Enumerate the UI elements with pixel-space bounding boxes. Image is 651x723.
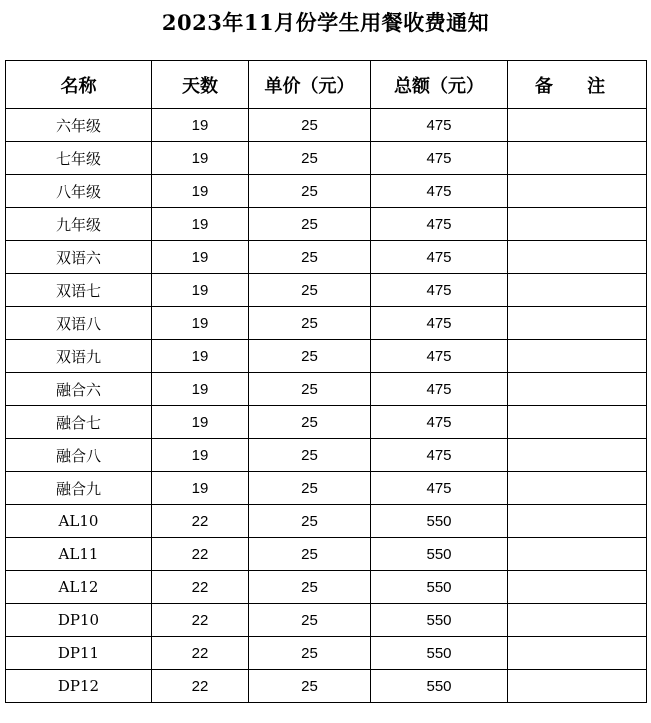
cell-name: 双语九 [6,340,152,373]
table-row [6,340,647,373]
cell-total: 475 [371,439,508,472]
cell-unit-price: 25 [249,406,371,439]
cell-total: 475 [371,340,508,373]
cell-days: 19 [152,406,249,439]
cell-remarks [508,274,647,307]
cell-days: 22 [152,604,249,637]
cell-name: 七年级 [6,142,152,175]
cell-total: 475 [371,274,508,307]
cell-unit-price: 25 [249,439,371,472]
document-title: 2023年11月份学生用餐收费通知 [161,10,490,35]
cell-remarks [508,208,647,241]
table-row [6,307,647,340]
cell-name: DP12 [6,670,152,703]
cell-days: 19 [152,307,249,340]
cell-name: AL12 [6,571,152,604]
cell-total: 550 [371,637,508,670]
cell-total: 475 [371,373,508,406]
cell-unit-price: 25 [249,340,371,373]
cell-name: 融合八 [6,439,152,472]
cell-total: 475 [371,208,508,241]
cell-unit-price: 25 [249,241,371,274]
cell-unit-price: 25 [249,373,371,406]
cell-name: 九年级 [6,208,152,241]
cell-days: 22 [152,637,249,670]
table-row [6,472,647,505]
table-row [6,637,647,670]
cell-name: DP11 [6,637,152,670]
table-row [6,109,647,142]
table-row [6,208,647,241]
cell-name: AL11 [6,538,152,571]
cell-total: 475 [371,109,508,142]
cell-unit-price: 25 [249,274,371,307]
cell-name: AL10 [6,505,152,538]
cell-days: 19 [152,208,249,241]
cell-days: 22 [152,571,249,604]
table-row [6,670,647,703]
header-remarks: 备 注 [508,61,647,109]
cell-remarks [508,538,647,571]
cell-name: 双语七 [6,274,152,307]
cell-days: 19 [152,439,249,472]
cell-name: 融合七 [6,406,152,439]
cell-total: 475 [371,472,508,505]
cell-days: 19 [152,109,249,142]
cell-name: 六年级 [6,109,152,142]
cell-days: 19 [152,175,249,208]
cell-remarks [508,340,647,373]
cell-days: 19 [152,472,249,505]
table-row [6,406,647,439]
cell-unit-price: 25 [249,604,371,637]
cell-name: 融合九 [6,472,152,505]
cell-name: 八年级 [6,175,152,208]
cell-total: 475 [371,406,508,439]
header-total: 总额（元） [371,61,508,109]
cell-days: 19 [152,340,249,373]
cell-unit-price: 25 [249,307,371,340]
cell-total: 550 [371,538,508,571]
meal-fee-table [5,60,647,703]
cell-unit-price: 25 [249,208,371,241]
cell-remarks [508,241,647,274]
table-row [6,241,647,274]
cell-unit-price: 25 [249,637,371,670]
cell-name: 双语八 [6,307,152,340]
cell-days: 19 [152,241,249,274]
cell-days: 19 [152,373,249,406]
cell-days: 22 [152,670,249,703]
cell-total: 475 [371,307,508,340]
cell-unit-price: 25 [249,538,371,571]
cell-remarks [508,637,647,670]
header-name: 名称 [6,61,152,109]
cell-days: 22 [152,505,249,538]
cell-remarks [508,307,647,340]
table-body [6,109,647,703]
table-row [6,274,647,307]
table-header-row [6,61,647,109]
table-row [6,604,647,637]
cell-name: 融合六 [6,373,152,406]
cell-remarks [508,406,647,439]
cell-unit-price: 25 [249,175,371,208]
cell-days: 19 [152,142,249,175]
cell-remarks [508,472,647,505]
table-row [6,538,647,571]
cell-remarks [508,505,647,538]
cell-unit-price: 25 [249,670,371,703]
header-unit-price: 单价（元） [249,61,371,109]
cell-remarks [508,571,647,604]
cell-unit-price: 25 [249,142,371,175]
cell-name: 双语六 [6,241,152,274]
cell-days: 22 [152,538,249,571]
table-row [6,439,647,472]
table-row [6,571,647,604]
cell-total: 475 [371,241,508,274]
cell-unit-price: 25 [249,571,371,604]
cell-days: 19 [152,274,249,307]
cell-total: 550 [371,571,508,604]
cell-remarks [508,109,647,142]
header-days: 天数 [152,61,249,109]
cell-total: 550 [371,670,508,703]
cell-name: DP10 [6,604,152,637]
cell-total: 475 [371,142,508,175]
cell-remarks [508,604,647,637]
table-row [6,175,647,208]
cell-remarks [508,142,647,175]
cell-total: 550 [371,604,508,637]
table-row [6,142,647,175]
cell-unit-price: 25 [249,472,371,505]
cell-remarks [508,373,647,406]
table-row [6,505,647,538]
table-row [6,373,647,406]
cell-total: 475 [371,175,508,208]
cell-remarks [508,670,647,703]
cell-unit-price: 25 [249,109,371,142]
cell-remarks [508,439,647,472]
cell-total: 550 [371,505,508,538]
cell-unit-price: 25 [249,505,371,538]
cell-remarks [508,175,647,208]
